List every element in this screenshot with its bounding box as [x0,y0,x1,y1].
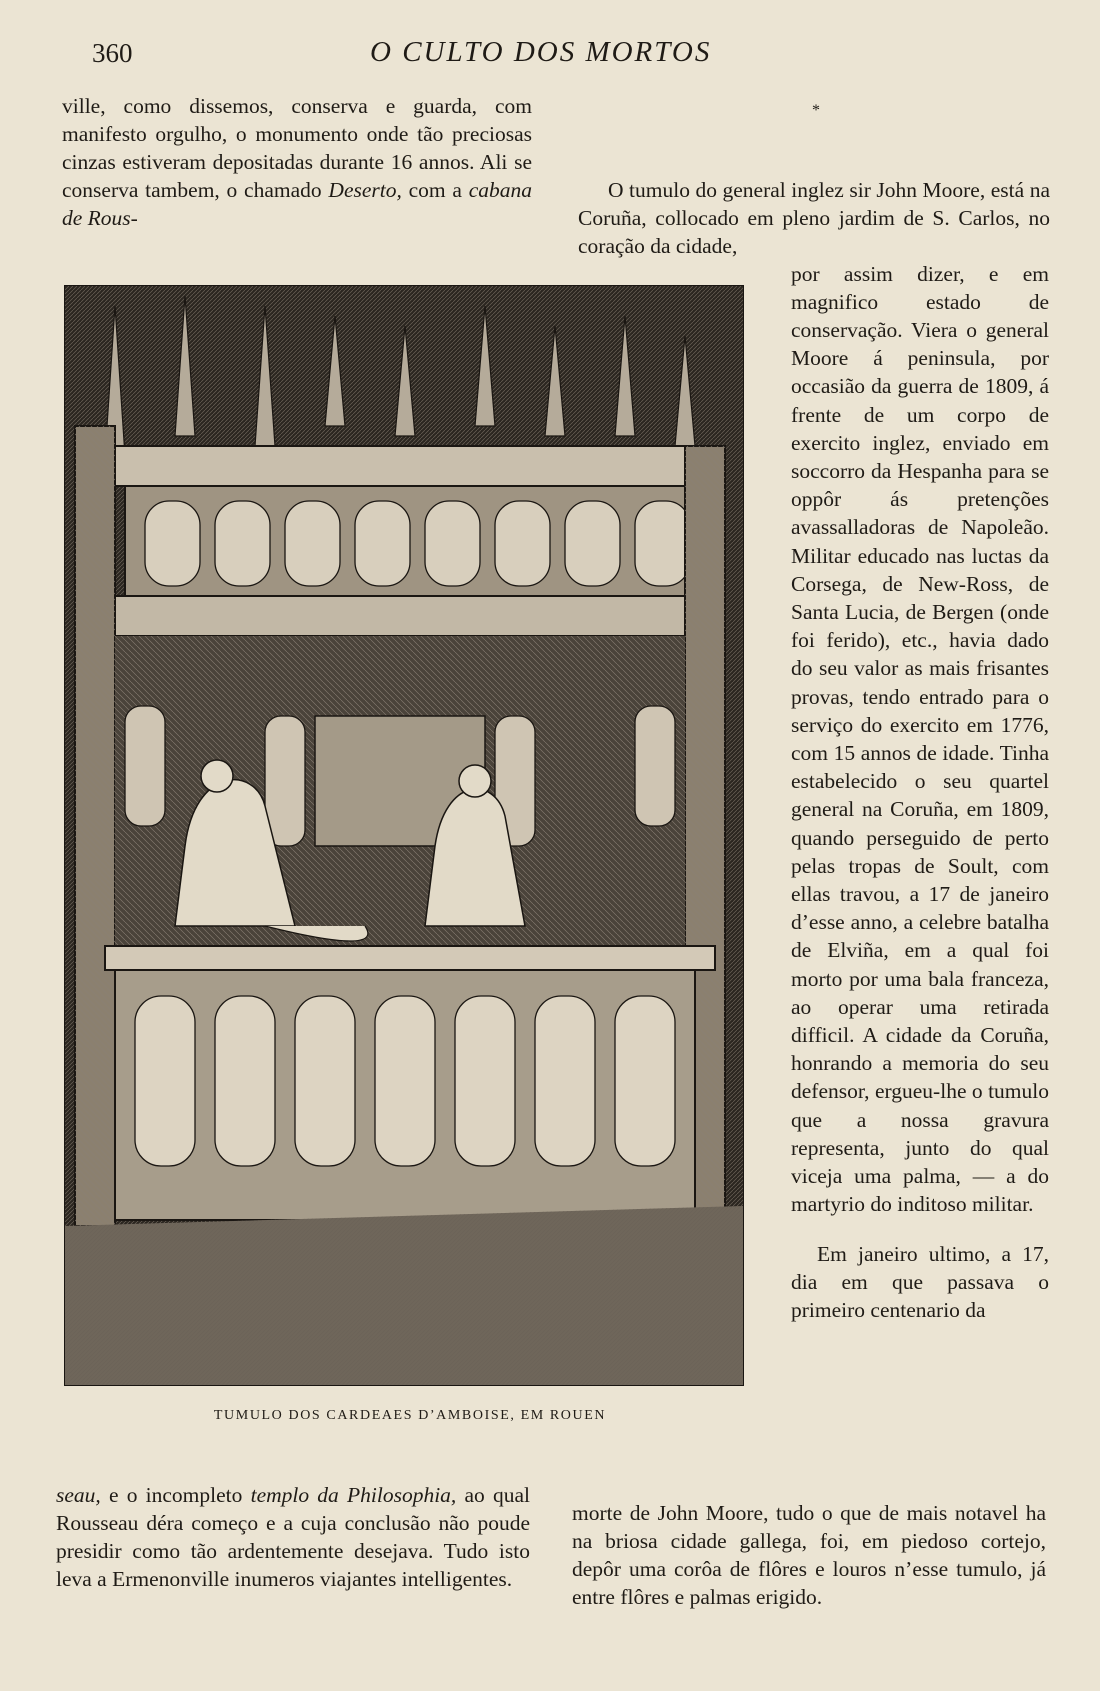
left-column-top-text [62,92,532,232]
paragraph: Em janeiro ultimo, a 17, dia em que passava o primeiro centenario da [791,1241,1049,1323]
paragraph: por assim dizer, e em magnifico estado de conservação. Viera o general Moore á peninsula, por occasião da guerra de 1809, á frente de um corpo de exercito inglez, enviado em soccorro da Hespanha para se oppôr ás pretenções avassalladoras de Napoleão. Militar educado nas luctas da Corsega, de New-Ross, de Santa Lucia, de Bergen (onde foi ferido), etc., havia dado do seu valor as mais frisantes provas, tendo entrado para o serviço do exercito em 1776, com 15 annos de idade. Tinha estabelecido o seu quartel general na Coruña, em 1809, quando perseguido de perto pelas tropas de Soult, com ellas travou, a 17 de janeiro d’esse anno, a celebre batalha de Elviña, em a qual foi morto por uma bala franceza, ao operar uma retirada difficil. A cidade da Coruña, honrando a memoria do seu defensor, ergueu-lhe o tumulo que a nossa gravura representa, junto do qual viceja uma palma, — a do martyrio do inditoso militar. [791,261,1049,1217]
page-number: 360 [92,38,133,68]
italic-text: templo da Philosophia, [250,1483,457,1507]
figure-caption: TUMULO DOS CARDEAES D’AMBOISE, EM ROUEN [213,1408,607,1423]
paragraph [56,1481,530,1593]
italic-text: seau, [56,1483,101,1507]
left-column-bottom-text [56,1481,530,1593]
right-column-bottom-text [572,1477,1046,1632]
paragraph: morte de John Moore, tudo o que de mais notavel ha na briosa cidade gallega, foi, em piedoso cortejo, depôr uma corôa de flôres e louros n’esse tumulo, já entre flôres e palmas erigido. [572,1500,1046,1609]
paragraph: O tumulo do general inglez sir John Moore, está na Coruña, collocado em pleno jardim de S. Carlos, no coração da cidade, [578,177,1050,258]
running-title: O CULTO DOS MORTOS [370,36,712,68]
text-run: ao qual Rousseau déra começo e a cuja conclusão não poude presidir como tão ardentemente desejava. Tudo isto leva a Ermenonville inumeros viajantes intelligentes. [56,1483,530,1591]
text-run: com a [401,178,469,202]
italic-text: Deserto, [328,178,402,202]
engraving-illustration [64,285,744,1386]
text-run: ville, como dissemos, conserva e guarda, com manifesto orgulho, o monumento onde tão preciosas cinzas estiveram depositadas durante 16 annos. Ali se conserva tambem, o chamado [62,94,532,202]
section-mark: * [812,102,820,119]
paragraph [62,92,532,232]
italic-text: cabana de Rous- [62,178,533,230]
right-column-narrow-text [791,238,1049,1346]
tomb-engraving [65,286,743,1385]
text-run: e o incompleto [100,1483,251,1507]
